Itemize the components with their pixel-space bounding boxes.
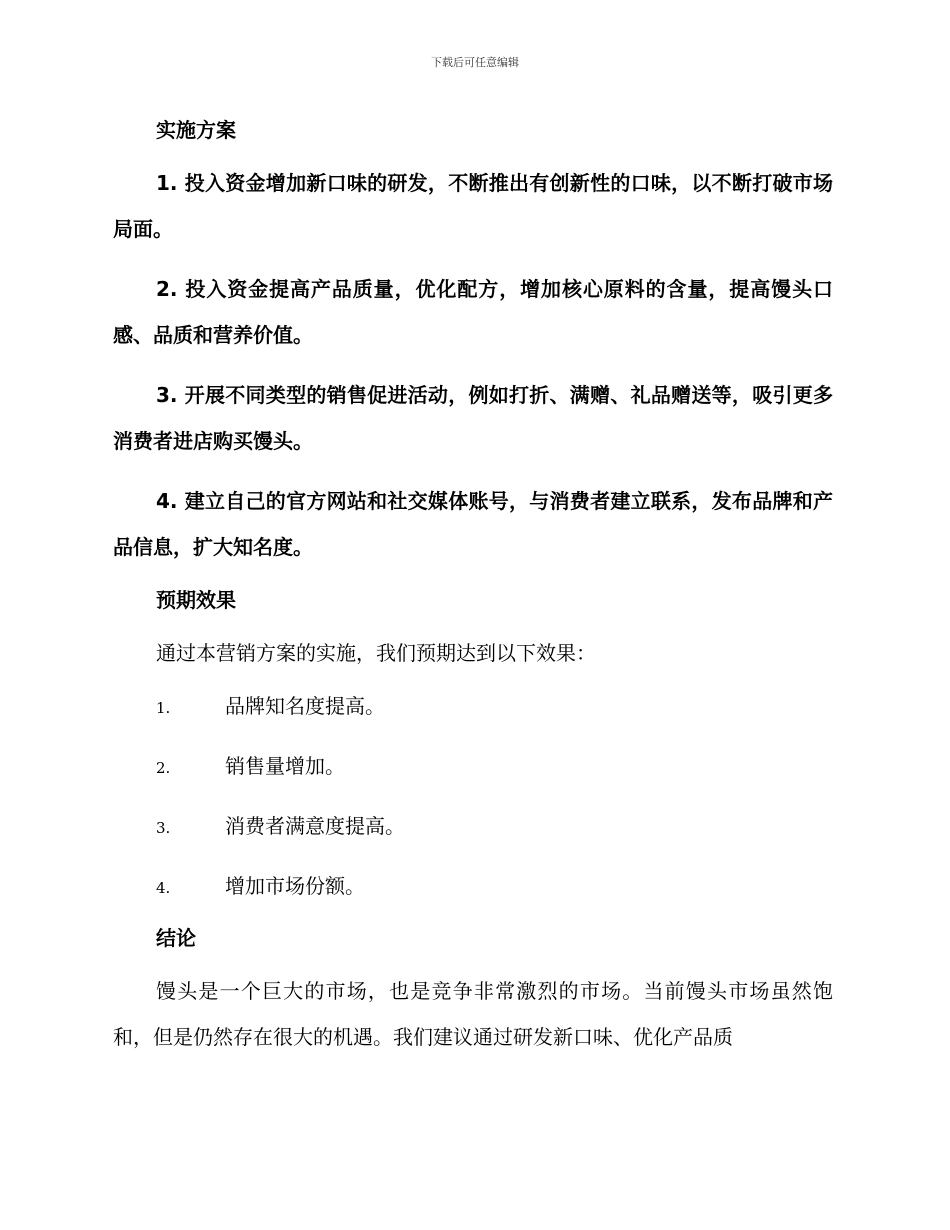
list-number: 2. <box>156 759 171 777</box>
list-number: 4. <box>156 879 171 897</box>
conclusion-paragraph: 馒头是一个巨大的市场，也是竞争非常激烈的市场。当前馒头市场虽然饱和，但是仍然存在很大的机遇。我们建议通过研发新口味、优化产品质 <box>113 979 833 1049</box>
list-text: 销售量增加。 <box>225 754 345 778</box>
list-item <box>113 866 833 908</box>
list-item <box>113 806 833 848</box>
list-text: 增加市场份额。 <box>225 874 365 898</box>
page-header: 下载后可任意编辑 <box>431 56 519 69</box>
section-heading-expected: 预期效果 <box>156 588 236 612</box>
list-item <box>113 686 833 728</box>
list-text: 消费者满意度提高。 <box>225 814 405 838</box>
list-number: 1. <box>156 699 171 717</box>
implementation-item-3: 3. 开展不同类型的销售促进活动，例如打折、满赠、礼品赠送等，吸引更多消费者进店购买馒头。 <box>113 383 833 453</box>
list-text: 品牌知名度提高。 <box>225 694 385 718</box>
list-item <box>113 746 833 788</box>
list-number: 3. <box>156 819 171 837</box>
section-heading-implementation: 实施方案 <box>156 118 236 142</box>
implementation-item-4: 4. 建立自己的官方网站和社交媒体账号，与消费者建立联系，发布品牌和产品信息，扩大知名度。 <box>113 489 833 559</box>
implementation-item-2: 2. 投入资金提高产品质量，优化配方，增加核心原料的含量，提高馒头口感、品质和营养价值。 <box>113 277 833 347</box>
expected-intro: 通过本营销方案的实施，我们预期达到以下效果： <box>156 641 596 665</box>
document-body <box>113 110 833 1060</box>
implementation-item-1: 1. 投入资金增加新口味的研发，不断推出有创新性的口味，以不断打破市场局面。 <box>113 171 833 241</box>
section-heading-conclusion: 结论 <box>156 926 196 950</box>
